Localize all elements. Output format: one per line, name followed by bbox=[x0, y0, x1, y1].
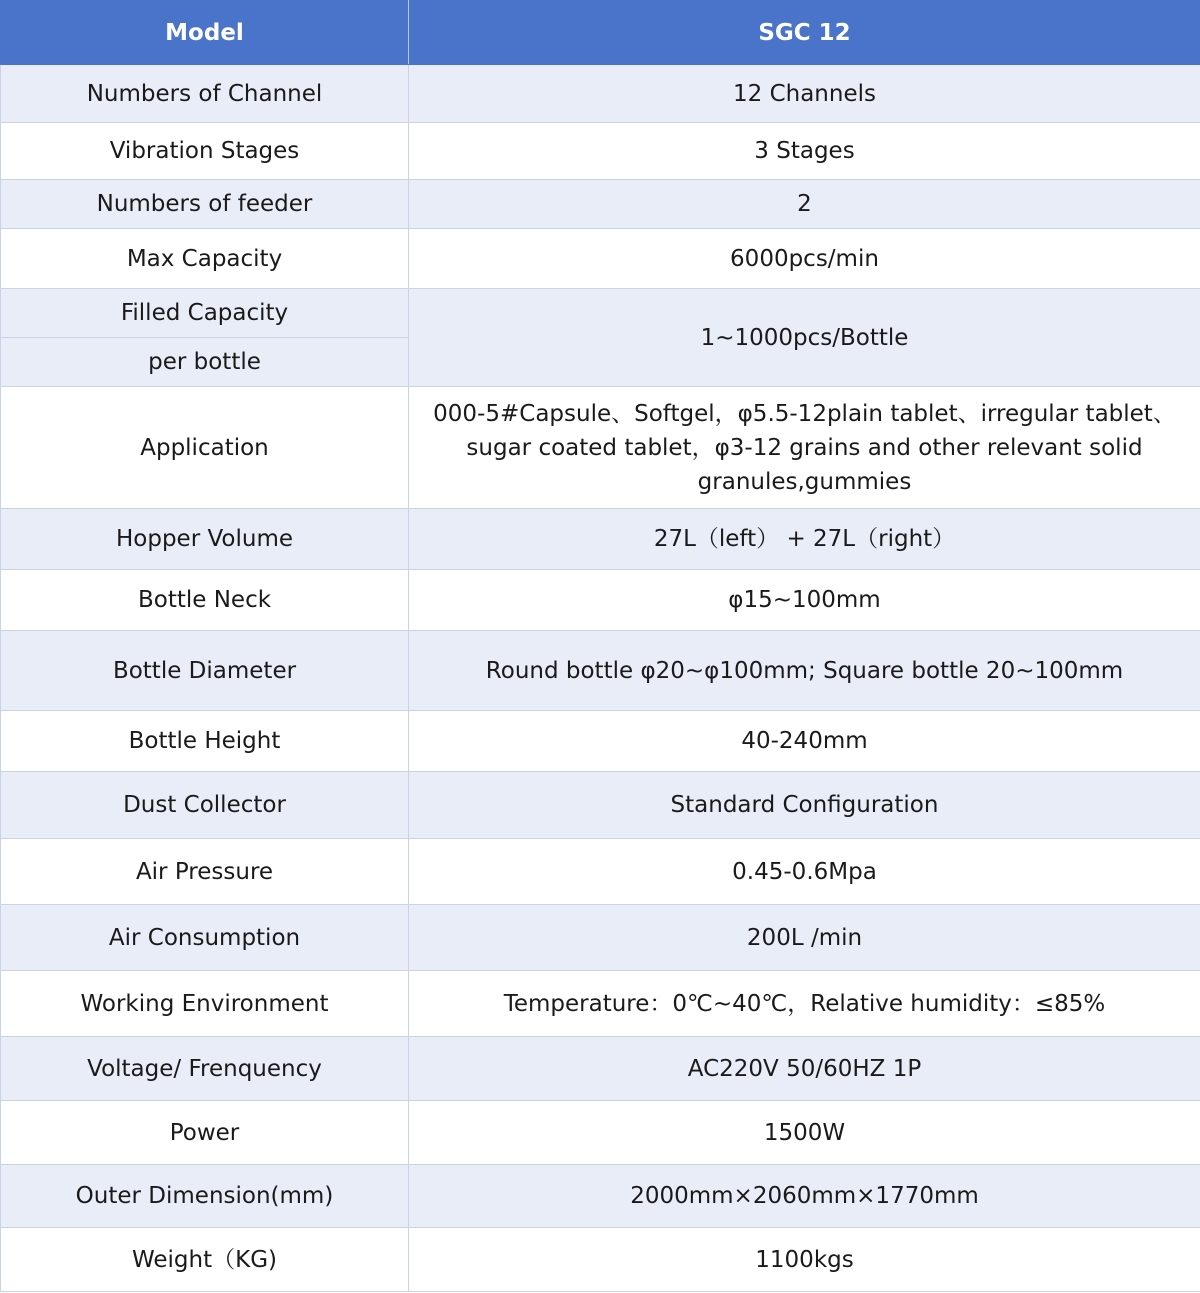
row-label: Outer Dimension(mm) bbox=[1, 1165, 409, 1228]
row-value: AC220V 50/60HZ 1P bbox=[409, 1037, 1200, 1101]
row-value: 200L /min bbox=[409, 905, 1200, 971]
table-row bbox=[1, 1165, 1200, 1228]
row-label: Bottle Diameter bbox=[1, 631, 409, 711]
row-label: Working Environment bbox=[1, 971, 409, 1037]
table-row bbox=[1, 839, 1200, 905]
row-label: Max Capacity bbox=[1, 229, 409, 289]
row-label: Application bbox=[1, 387, 409, 509]
table-row bbox=[1, 1101, 1200, 1165]
table-row bbox=[1, 65, 1200, 123]
row-label: Numbers of Channel bbox=[1, 65, 409, 123]
row-value: Temperature：0℃~40℃，Relative humidity：≤85% bbox=[409, 971, 1200, 1037]
model-value-header: SGC 12 bbox=[409, 1, 1200, 65]
row-value: φ15~100mm bbox=[409, 570, 1200, 631]
row-value: Standard Configuration bbox=[409, 772, 1200, 839]
table-row bbox=[1, 180, 1200, 229]
table-row bbox=[1, 387, 1200, 509]
row-label: Bottle Height bbox=[1, 711, 409, 772]
row-label: Dust Collector bbox=[1, 772, 409, 839]
row-label: Vibration Stages bbox=[1, 123, 409, 180]
table-row bbox=[1, 509, 1200, 570]
row-label: Air Pressure bbox=[1, 839, 409, 905]
table-row bbox=[1, 1228, 1200, 1292]
table-row bbox=[1, 971, 1200, 1037]
table-row bbox=[1, 570, 1200, 631]
row-label-line2: per bottle bbox=[1, 338, 409, 387]
row-value: Round bottle φ20~φ100mm; Square bottle 20~100mm bbox=[409, 631, 1200, 711]
row-label: Air Consumption bbox=[1, 905, 409, 971]
row-value: 3 Stages bbox=[409, 123, 1200, 180]
table-row bbox=[1, 123, 1200, 180]
row-label: Weight（KG) bbox=[1, 1228, 409, 1292]
table-row bbox=[1, 289, 1200, 338]
row-label: Bottle Neck bbox=[1, 570, 409, 631]
row-value: 12 Channels bbox=[409, 65, 1200, 123]
table-row bbox=[1, 772, 1200, 839]
row-value: 1100kgs bbox=[409, 1228, 1200, 1292]
model-header: Model bbox=[1, 1, 409, 65]
row-label: Hopper Volume bbox=[1, 509, 409, 570]
table-header-row bbox=[1, 1, 1200, 65]
row-value: 000-5#Capsule、Softgel，φ5.5-12plain tablet、irregular tablet、sugar coated tablet，φ3-12 grains and other relevant solid granules,gummies bbox=[409, 387, 1200, 509]
row-label: Voltage/ Frenquency bbox=[1, 1037, 409, 1101]
row-label: Numbers of feeder bbox=[1, 180, 409, 229]
table-row bbox=[1, 229, 1200, 289]
row-value: 1500W bbox=[409, 1101, 1200, 1165]
row-value: 27L（left） + 27L（right） bbox=[409, 509, 1200, 570]
row-value: 6000pcs/min bbox=[409, 229, 1200, 289]
row-value: 2000mm×2060mm×1770mm bbox=[409, 1165, 1200, 1228]
table-row bbox=[1, 631, 1200, 711]
row-value: 1~1000pcs/Bottle bbox=[409, 289, 1200, 387]
row-value: 0.45-0.6Mpa bbox=[409, 839, 1200, 905]
row-value: 40-240mm bbox=[409, 711, 1200, 772]
row-label: Power bbox=[1, 1101, 409, 1165]
table-row bbox=[1, 711, 1200, 772]
table-row bbox=[1, 905, 1200, 971]
row-value: 2 bbox=[409, 180, 1200, 229]
table-row bbox=[1, 1037, 1200, 1101]
row-label-line1: Filled Capacity bbox=[1, 289, 409, 338]
